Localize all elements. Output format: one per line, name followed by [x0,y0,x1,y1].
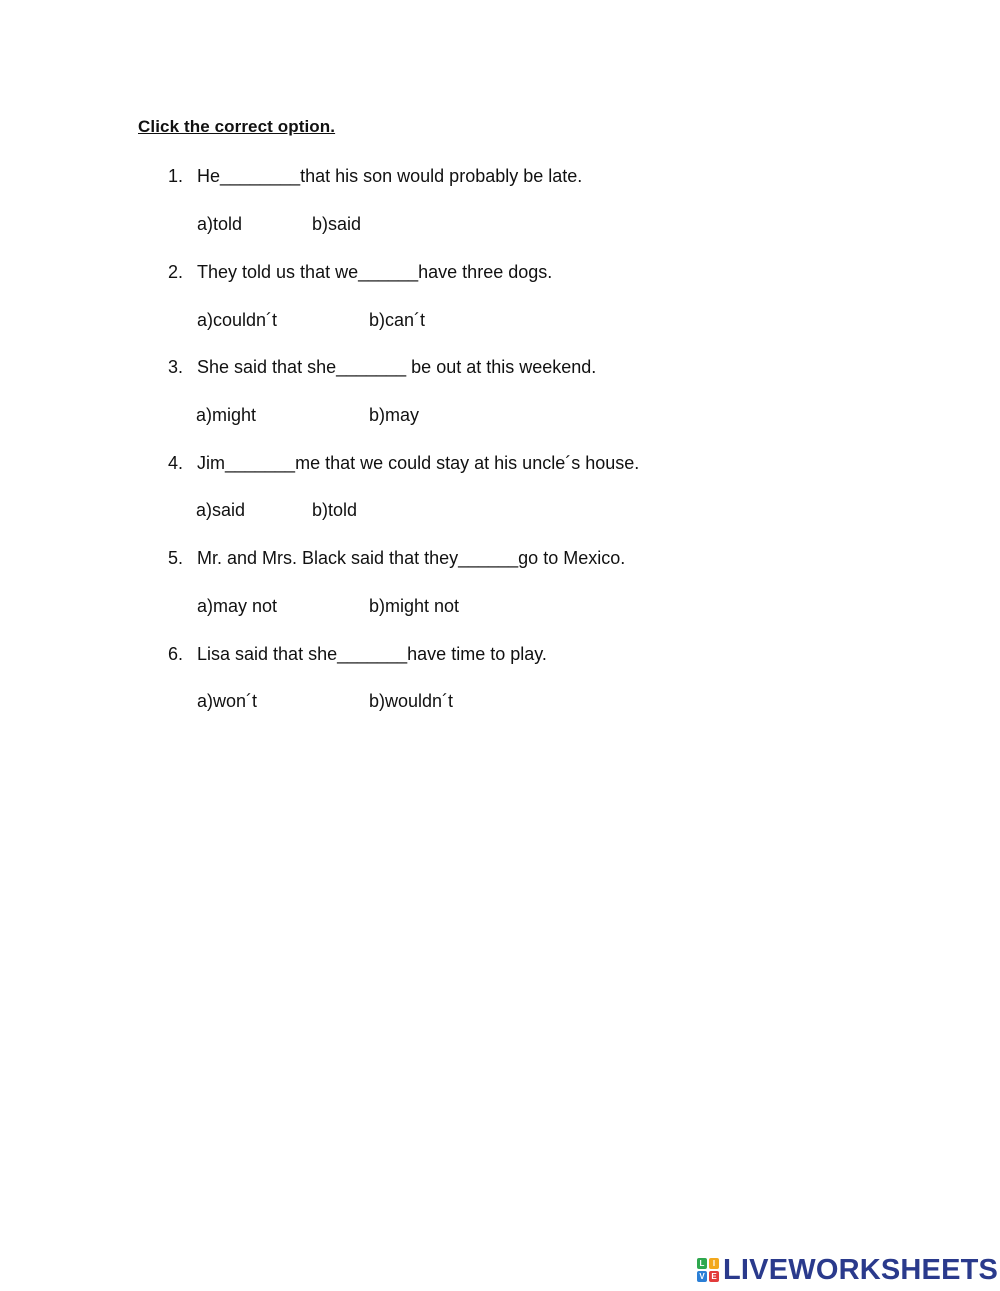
liveworksheets-logo [697,1253,998,1287]
question-number: 1. [168,166,184,186]
question-number: 3. [168,357,184,377]
question-5-option-a[interactable]: a)may not [197,596,278,616]
question-2-option-a[interactable]: a)couldn´t [197,310,278,330]
question-2-option-b[interactable]: b)can´t [369,310,426,330]
question-6-option-a[interactable]: a)won´t [197,691,258,711]
question-number: 6. [168,644,184,664]
logo-text: LIVEWORKSHEETS [723,1253,999,1286]
question-5-option-b[interactable]: b)might not [369,596,460,616]
question-text: She said that she_______ be out at this weekend. [197,357,597,377]
logo-mark-cell: I [709,1258,719,1269]
question-6-option-b[interactable]: b)wouldn´t [369,691,454,711]
question-1-option-b[interactable]: b)said [312,214,362,234]
question-number: 4. [168,453,184,473]
logo-mark-icon [697,1258,719,1282]
question-4-option-b[interactable]: b)told [312,500,358,520]
question-text: He________that his son would probably be late. [197,166,583,186]
question-text: Mr. and Mrs. Black said that they______go to Mexico. [197,548,626,568]
logo-mark-cell: L [697,1258,707,1269]
logo-mark-cell: E [709,1271,719,1282]
question-text: Lisa said that she_______have time to play. [197,644,547,664]
question-3-option-a[interactable]: a)might [196,405,257,425]
question-text: Jim_______me that we could stay at his uncle´s house. [197,453,640,473]
question-1-option-a[interactable]: a)told [197,214,243,234]
question-text: They told us that we______have three dogs. [197,262,553,282]
logo-mark-cell: V [697,1271,707,1282]
question-3-option-b[interactable]: b)may [369,405,420,425]
question-4-option-a[interactable]: a)said [196,500,246,520]
instruction-heading: Click the correct option. [138,117,336,136]
question-number: 5. [168,548,184,568]
question-number: 2. [168,262,184,282]
